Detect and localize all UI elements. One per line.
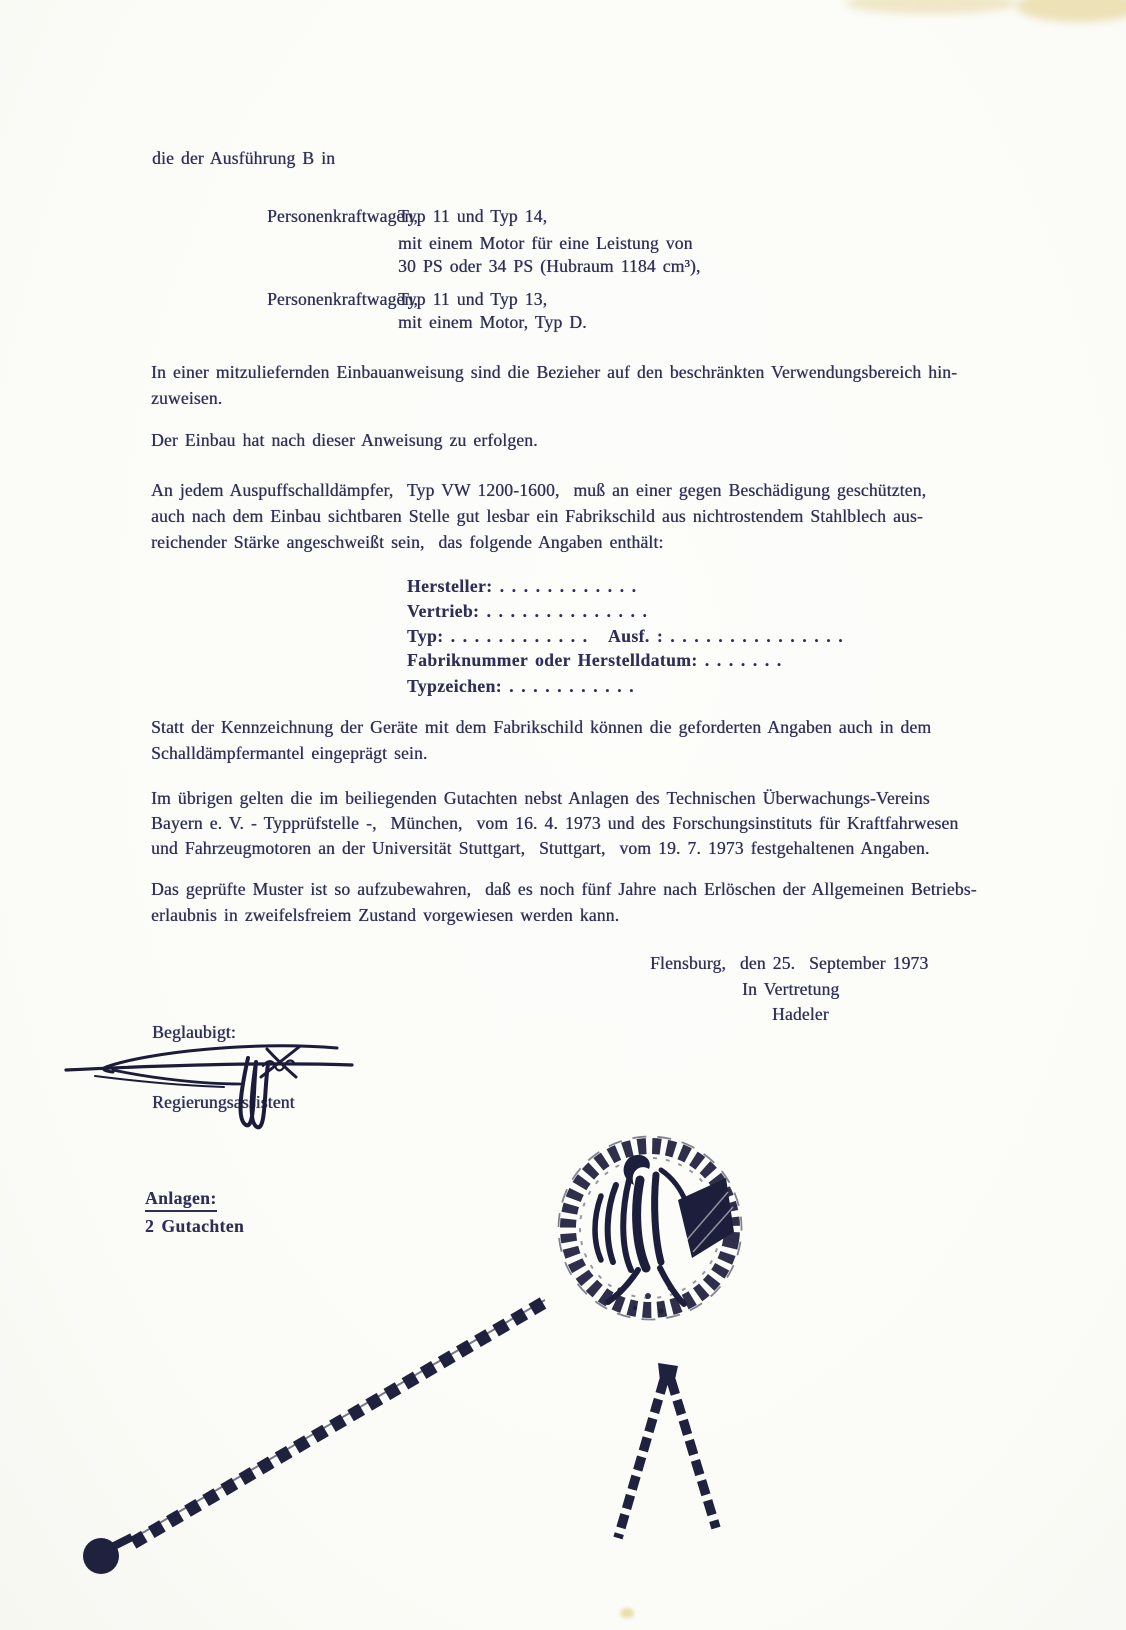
plate-field: Fabriknummer oder Herstelldatum: . . . . . . . xyxy=(407,650,782,670)
spec-text: mit einem Motor für eine Leistung von xyxy=(398,233,693,253)
paragraph-line: und Fahrzeugmotoren an der Universität Stuttgart, Stuttgart, vom 19. 7. 1973 festgehaltenen Angaben. xyxy=(151,838,930,858)
signer-name: Hadeler xyxy=(772,1004,829,1024)
paragraph-line: reichender Stärke angeschweißt sein, das folgende Angaben enthält: xyxy=(151,532,664,552)
paper-stain xyxy=(620,1608,634,1618)
spec-text: 30 PS oder 34 PS (Hubraum 1184 cm³), xyxy=(398,256,701,276)
paragraph-line: Statt der Kennzeichnung der Geräte mit dem Fabrikschild können die geforderten Angaben auch in dem xyxy=(151,717,932,737)
spec-text: mit einem Motor, Typ D. xyxy=(398,312,587,332)
paragraph-line: Im übrigen gelten die im beiliegenden Gutachten nebst Anlagen des Technischen Überwachungs-Vereins xyxy=(151,788,930,808)
plate-field: Vertrieb: . . . . . . . . . . . . . . xyxy=(407,601,648,621)
paper-stain xyxy=(1016,0,1126,22)
binding-cord-v-icon xyxy=(618,1363,716,1538)
handwritten-signature-icon xyxy=(66,1046,352,1127)
paper-stain xyxy=(846,0,1016,14)
plate-field: Hersteller: . . . . . . . . . . . . xyxy=(407,576,637,596)
plate-field: Typ: . . . . . . . . . . . . Ausf. : . . . . . . . . . . . . . . . xyxy=(407,626,844,646)
paragraph-line: In einer mitzuliefernden Einbauanweisung sind die Bezieher auf den beschränkten Verwendungsbereich hin- xyxy=(151,362,958,382)
spec-label: Personenkraftwagen, xyxy=(267,289,418,309)
paragraph-line: erlaubnis in zweifelsfreiem Zustand vorgewiesen werden kann. xyxy=(151,905,620,925)
place-date-line: Flensburg, den 25. September 1973 xyxy=(650,953,929,973)
spec-text: Typ 11 und Typ 13, xyxy=(398,289,548,309)
paragraph-line: auch nach dem Einbau sichtbaren Stelle gut lesbar ein Fabrikschild aus nichtrostendem Stahlblech aus- xyxy=(151,506,923,526)
paragraph-line: Der Einbau hat nach dieser Anweisung zu erfolgen. xyxy=(151,430,538,450)
paragraph-line: Das geprüfte Muster ist so aufzubewahren, daß es noch fünf Jahre nach Erlöschen der Allgemeinen Betriebs- xyxy=(151,879,977,899)
paragraph-line: zuweisen. xyxy=(151,388,223,408)
certifier-role: Regierungsassistent xyxy=(152,1092,295,1112)
binding-cord-icon xyxy=(83,1300,545,1574)
plate-field: Typzeichen: . . . . . . . . . . . xyxy=(407,676,634,696)
attachments-label: Anlagen: xyxy=(145,1188,217,1212)
paragraph-line: Schalldämpfermantel eingeprägt sein. xyxy=(151,743,428,763)
certified-label: Beglaubigt: xyxy=(152,1022,236,1042)
deputy-line: In Vertretung xyxy=(742,979,840,999)
spec-text: Typ 11 und Typ 14, xyxy=(398,206,548,226)
paragraph-line: An jedem Auspuffschalldämpfer, Typ VW 1200-1600, muß an einer gegen Beschädigung geschützten, xyxy=(151,480,927,500)
intro-line: die der Ausführung B in xyxy=(152,148,336,168)
official-seal-eagle-icon xyxy=(529,1107,771,1349)
paragraph-line: Bayern e. V. - Typprüfstelle -, München, vom 16. 4. 1973 und des Forschungsinstituts für Kraftfahrwesen xyxy=(151,813,959,833)
spec-label: Personenkraftwagen, xyxy=(267,206,418,226)
attachments-value: 2 Gutachten xyxy=(145,1216,245,1236)
